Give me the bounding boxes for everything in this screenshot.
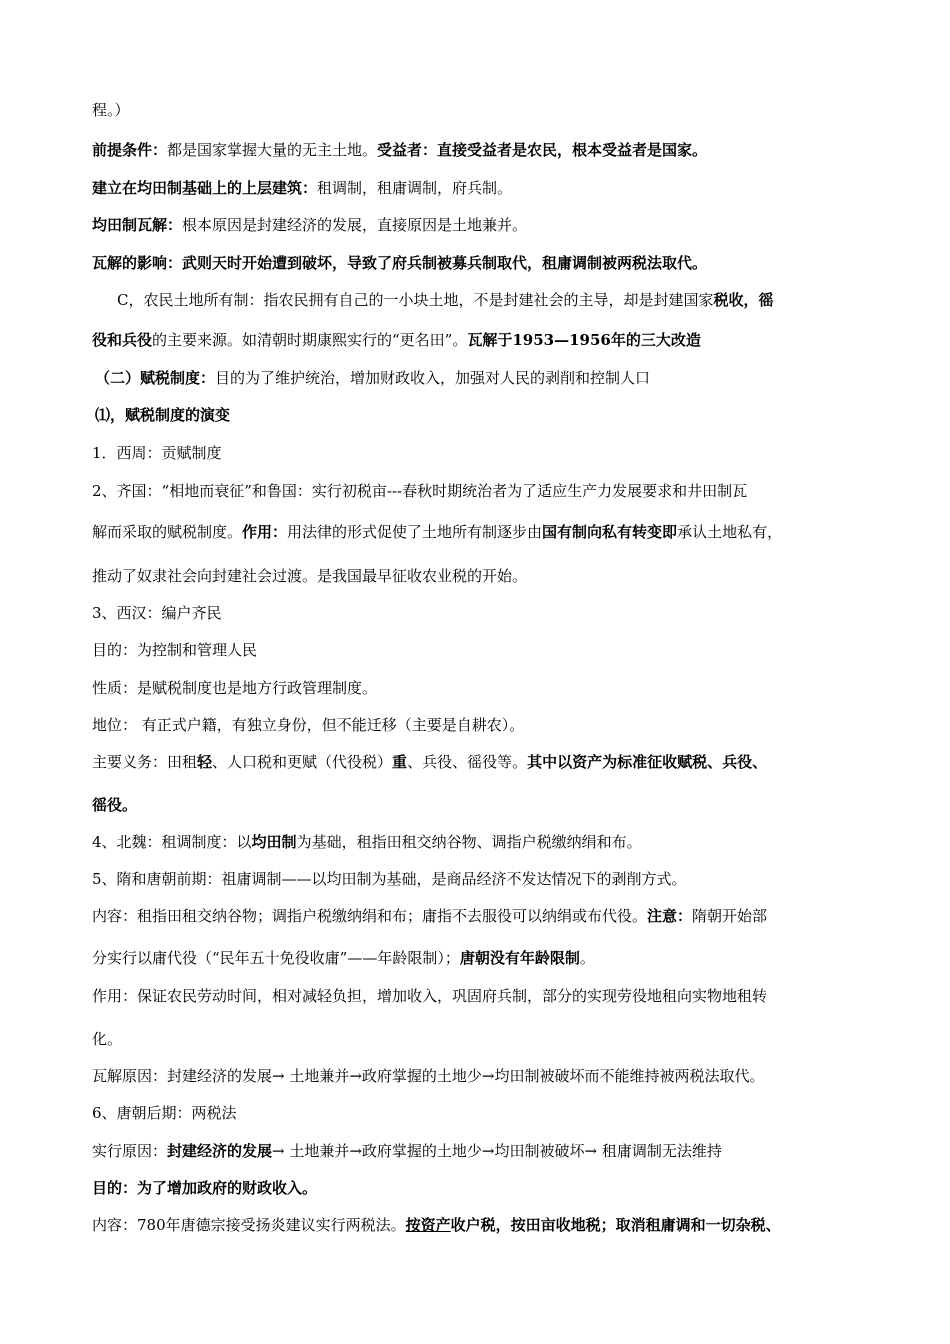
text-run: 承认土地私有， bbox=[677, 523, 783, 541]
bold-text: 封建经济的发展 bbox=[167, 1142, 273, 1160]
text-run: 地位： 有正式户籍，有独立身份，但不能迁移（主要是自耕农）。 bbox=[92, 716, 525, 734]
text-line bbox=[92, 715, 862, 735]
text-run: 瓦解原因：封建经济的发展→ 土地兼并→政府掌握的土地少→均田制被破坏而不能维持被两税法取代。 bbox=[92, 1067, 765, 1085]
text-line bbox=[92, 443, 862, 463]
bold-text: 重 bbox=[392, 753, 408, 771]
text-run: 内容：780年唐德宗接受扬炎建议实行两税法。 bbox=[92, 1216, 406, 1234]
bold-text: 唐朝没有年龄限制 bbox=[459, 949, 580, 967]
text-run: 2、齐国：“相地而衰征”和鲁国：实行初税亩---春秋时期统治者为了适应生产力发展要求和井田制瓦 bbox=[92, 482, 748, 500]
text-line bbox=[92, 140, 862, 160]
bold-text: 按资产 bbox=[405, 1216, 451, 1234]
text-line bbox=[92, 986, 862, 1006]
text-run: 解而采取的赋税制度。 bbox=[92, 523, 243, 541]
bold-text: 瓦解于1953—1956年的三大改造 bbox=[467, 331, 701, 349]
text-run: 4、北魏：租调制度：以 bbox=[92, 833, 252, 851]
text-run: C，农民土地所有制：指农民拥有自己的一小块土地，不是封建社会的主导，却是封建国家 bbox=[117, 291, 714, 309]
text-line bbox=[92, 906, 862, 926]
text-run: 租调制，租庸调制，府兵制。 bbox=[317, 179, 513, 197]
text-run: 的主要来源。如清朝时期康熙实行的“更名田”。 bbox=[152, 331, 468, 349]
text-line bbox=[92, 640, 862, 660]
text-line bbox=[92, 1178, 862, 1198]
text-run: 。 bbox=[579, 949, 595, 967]
bold-text: 目的：为了增加政府的财政收入。 bbox=[92, 1179, 318, 1197]
bold-text: 建立在均田制基础上的上层建筑： bbox=[92, 179, 318, 197]
bold-text: 收户税，按田亩收地税；取消租庸调和一切杂税、 bbox=[450, 1216, 781, 1234]
text-run: 目的为了维护统治，增加财政收入，加强对人民的剥削和控制人口 bbox=[215, 369, 651, 387]
text-line bbox=[92, 1141, 862, 1161]
text-line bbox=[92, 1103, 862, 1123]
bold-text: ⑴，赋税制度的演变 bbox=[95, 406, 231, 424]
text-run: 隋朝开始部 bbox=[692, 907, 768, 925]
text-line bbox=[92, 869, 862, 889]
text-line bbox=[92, 522, 862, 542]
bold-text: 役和兵役 bbox=[92, 331, 153, 349]
text-line bbox=[92, 566, 862, 586]
bold-text: 税收，徭 bbox=[713, 291, 774, 309]
bold-text: 均田制 bbox=[251, 833, 297, 851]
bold-text: 国有制向私有转变即 bbox=[542, 523, 678, 541]
bold-text: 前提条件： bbox=[92, 141, 168, 159]
text-run: 、兵役、徭役等。 bbox=[407, 753, 528, 771]
text-line bbox=[92, 100, 862, 120]
text-line bbox=[95, 405, 862, 425]
text-run: 根本原因是封建经济的发展，直接原因是土地兼并。 bbox=[182, 216, 528, 234]
bold-text: 瓦解的影响：武则天时开始遭到破坏，导致了府兵制被募兵制取代，租庸调制被两税法取代。 bbox=[92, 254, 708, 272]
text-run: 、人口税和更赋（代役税） bbox=[212, 753, 393, 771]
text-line bbox=[92, 253, 862, 273]
bold-text: 其中以资产为标准征收赋税、兵役、 bbox=[527, 753, 768, 771]
text-run: 内容：租指田租交纳谷物；调指户税缴纳绢和布；庸指不去服役可以纳绢或布代役。 bbox=[92, 907, 648, 925]
text-line bbox=[92, 1215, 862, 1235]
text-run: 为基础，租指田租交纳谷物、调指户税缴纳绢和布。 bbox=[296, 833, 642, 851]
text-run: 5、隋和唐朝前期：祖庸调制——以均田制为基础，是商品经济不发达情况下的剥削方式。 bbox=[92, 870, 687, 888]
bold-text: 徭役。 bbox=[92, 796, 138, 814]
bold-text: 注意： bbox=[647, 907, 693, 925]
text-line bbox=[92, 795, 862, 815]
bold-text: 受益者：直接受益者是农民，根本受益者是国家。 bbox=[377, 141, 708, 159]
text-run: 性质：是赋税制度也是地方行政管理制度。 bbox=[92, 679, 378, 697]
bold-text: （二）赋税制度： bbox=[95, 369, 216, 387]
text-run: 3、西汉：编户齐民 bbox=[92, 604, 222, 622]
bold-text: 轻 bbox=[197, 753, 213, 771]
text-line bbox=[92, 678, 862, 698]
text-line bbox=[92, 1066, 862, 1086]
text-line bbox=[92, 832, 862, 852]
text-run: 分实行以庸代役（“民年五十免役收庸”——年龄限制）； bbox=[92, 949, 460, 967]
text-run: 作用：保证农民劳动时间，相对减轻负担，增加收入，巩固府兵制，部分的实现劳役地租向实物地租转 bbox=[92, 987, 768, 1005]
text-run: 用法律的形式促使了土地所有制逐步由 bbox=[287, 523, 543, 541]
text-line bbox=[92, 178, 862, 198]
text-run: 化。 bbox=[92, 1030, 123, 1048]
text-run: 都是国家掌握大量的无主土地。 bbox=[167, 141, 378, 159]
text-line bbox=[117, 290, 862, 310]
text-run: 程。） bbox=[92, 101, 130, 119]
text-line bbox=[95, 368, 862, 388]
text-line bbox=[92, 752, 862, 772]
text-run: 6、唐朝后期：两税法 bbox=[92, 1104, 237, 1122]
text-line bbox=[92, 330, 862, 350]
text-line bbox=[92, 481, 862, 501]
text-run: → 土地兼并→政府掌握的土地少→均田制被破坏→ 租庸调制无法维持 bbox=[272, 1142, 722, 1160]
text-run: 推动了奴隶社会向封建社会过渡。是我国最早征收农业税的开始。 bbox=[92, 567, 528, 585]
text-run: 目的：为控制和管理人民 bbox=[92, 641, 258, 659]
text-run: 1．西周：贡赋制度 bbox=[92, 444, 222, 462]
text-run: 实行原因： bbox=[92, 1142, 168, 1160]
text-line bbox=[92, 1029, 862, 1049]
text-run: 主要义务：田租 bbox=[92, 753, 198, 771]
text-line bbox=[92, 215, 862, 235]
text-line bbox=[92, 948, 862, 968]
text-line bbox=[92, 603, 862, 623]
bold-text: 均田制瓦解： bbox=[92, 216, 183, 234]
bold-text: 作用： bbox=[242, 523, 288, 541]
